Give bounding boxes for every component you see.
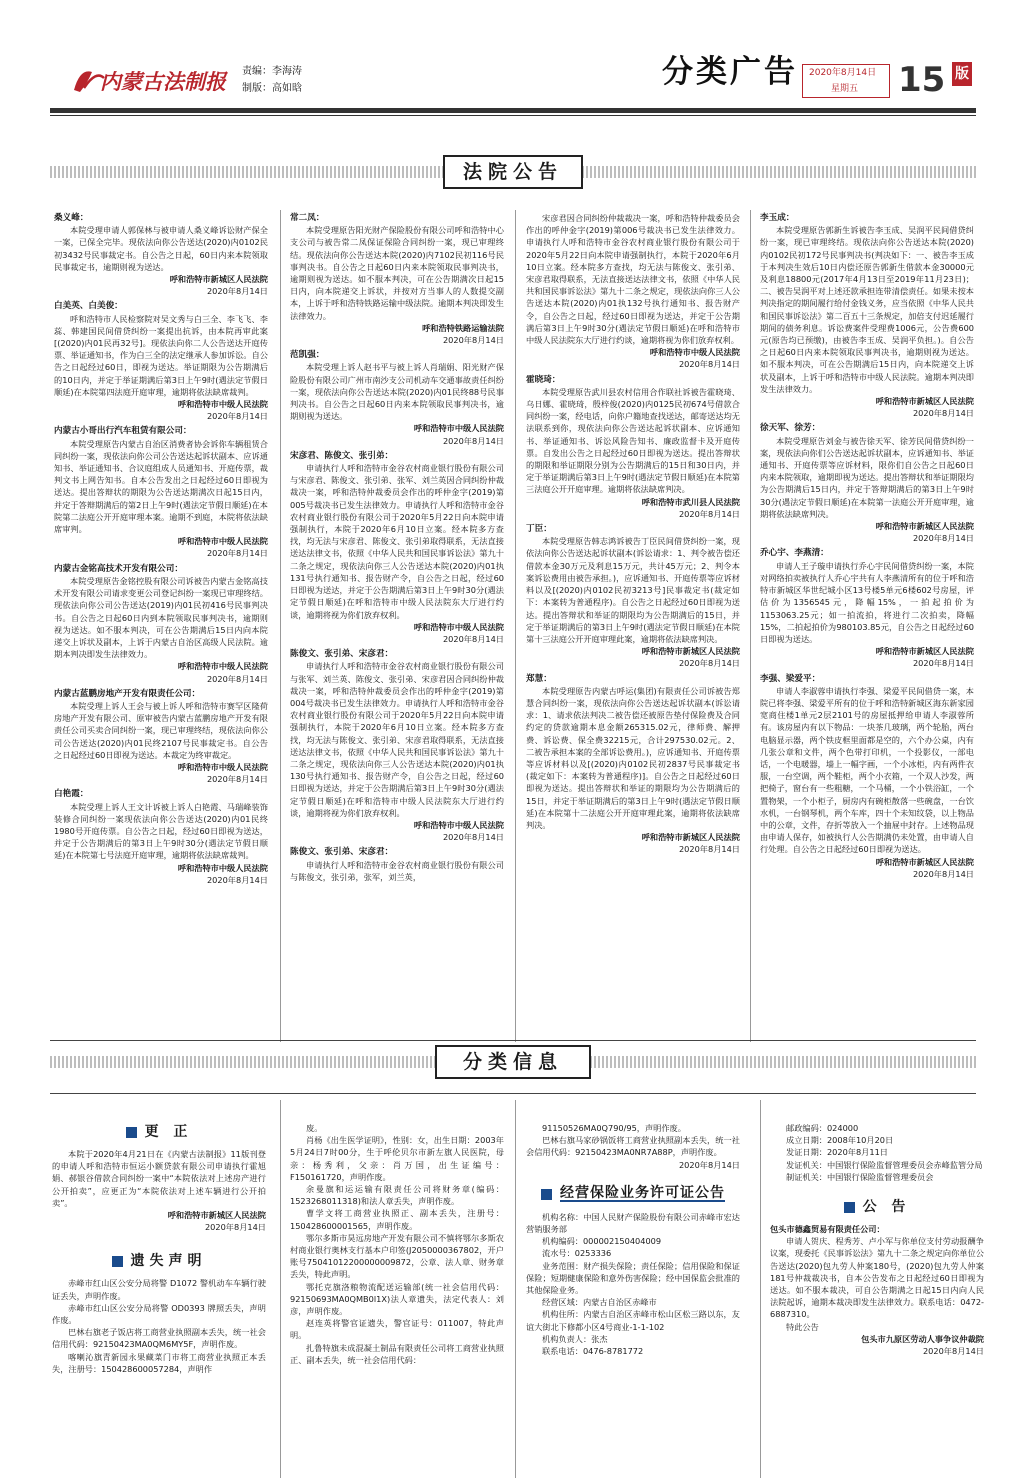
notice-date: 2020年8月14日 <box>206 673 268 684</box>
notice-column-3 <box>526 212 740 859</box>
lost-header <box>52 1251 266 1271</box>
column-divider <box>515 1100 516 1478</box>
column-divider <box>760 1100 761 1478</box>
notice-body: 本院受理原告武川县农村信用合作联社诉被告霍晓琦、乌日娜、霍晓琦，殷梓俊(2020)内0125民初674号借款合同纠纷一案，经电话，向你户籍地查找送达，邮寄送达均无法联系到你，现依法向你公告送达起诉状副本、应诉通知书、举证通知书、诉讼风险告知书、廉政监督卡及开庭传票。自发出公告之日起经过60日即视为送达。提出答辩状的期限和举证期限分别为公告期满后的15日和30日内，并定于举证期满后第3日上午9时(遇法定节假日顺延)在本院第三法庭公开开庭审理。逾期将依法缺席判决。 <box>526 386 740 495</box>
notice-court: 呼和浩特市新城区人民法院 <box>875 521 974 532</box>
insurance-line: 流水号：0253336 <box>542 1248 612 1259</box>
notice-body: 本院受理原告阳光财产保险股份有限公司呼和浩特中心支公司与被告常二凤保证保险合同纠纷一案，现已审理终结。现依法向你公告送达本院(2020)内7102民初116号民事判决书。自公告之日起60日内来本院领取民事判决书，逾期则视为送达。如不服本判决，可在公告期满次日起15日内，向本院递交上诉状，并按对方当事人的人数提交副本，上诉于呼和浩特铁路运输中级法院。逾期本判决即发生法律效力。 <box>290 225 504 321</box>
editor-credits <box>242 63 302 97</box>
notice-body: 宋彦君因合同纠纷仲裁裁决一案，呼和浩特仲裁委员会作出的呼仲金字(2019)第006号裁决书已发生法律效力。申请执行人呼和浩特市金谷农村商业银行股份有限公司于2020年5月22日向本院申请强制执行，本院于2020年6月10日立案。经本院多方查找，均无法与陈俊文、张引弟、宋彦君取得联系，无法直接送达法律文书，依照《中华人民共和国民事诉讼法》第九十二条之规定，现依法向你三人公告送达本院(2020)内01执132号执行通知书、报告财产令，自公告之日起，经过60日即视为送达，并定于公告期满后第3日上午9时30分(遇法定节假日顺延)在呼和浩特市中级人民法院东大厅进行约谈，逾期将视为你们放弃权利。 <box>526 213 740 346</box>
notice-court: 呼和浩特市中级人民法院 <box>177 536 268 547</box>
classified-column-3 <box>526 1122 740 1357</box>
court-notice-banner <box>50 155 976 189</box>
notice-body: 本院受理上诉人赵书平与被上诉人肖瑞娟、阳光财产保险股份有限公司广州市南沙支公司机动车交通事故责任纠纷一案，现依法向你公告送达本院(2020)内01民终88号民事判决书。自公告之日起60日内来本院领取民事判决书，逾期则视为送达。 <box>290 362 504 422</box>
notice-court: 呼和浩特市新城区人民法院 <box>641 832 740 843</box>
classified-item: 鄂尔多斯市昊远房地产开发有限公司不慎将鄂尔多斯农村商业银行奥林支行基本户印签(J2050000367802，开户账号75041012200000009872，公章、法人章、财务章丢失，特此声明。 <box>290 1232 504 1280</box>
notice-date: 2020年8月14日 <box>206 411 268 422</box>
notice-court: 呼和浩特市新城区人民法院 <box>641 646 740 657</box>
masthead-rule <box>50 108 976 113</box>
court-notice <box>54 563 268 685</box>
issue-weekday: 星期五 <box>831 84 859 94</box>
notice-addressee: 霍晓琦： <box>526 374 561 385</box>
notice-addressee: 内蒙古金铭高技术开发有限公司： <box>54 563 183 574</box>
notice-body: 申请人李淑蓉申请执行李强、梁爱平民间借贷一案，本院已将李强、梁爱平所有的位于呼和浩特新城区海东新家园宽商住楼1单元2层2101号的房屋抵押给申请人李淑蓉所有。该房屋内有以下物品：一块茶几玻璃，两个轮胎，两台电脑显示器，两个铁皮框里面都是空的，六个办公桌，内有几张公章和文件，两个色带打印机，一个投影仪，一部电话，一个电暖器，墙上一幅字画，一个小冰柜，内有两件衣服，一台空调，两个鞋柜，两个小衣箱，一个双人沙发，两把椅子，窗台有一些粗糖，一个马桶，一个小铁浴缸，一个置物架，一个小柜子，厨房内有碗柜散落一些碗盘，一台饮水机，一台钢琴机，两个车库，四十个未知纹袋，以上物品中的公章，文件，存折等放入一个抽屉中封存。上述物品现由申请人保存，如被执行人公告期满仍未处置，由申请人自行处理。自公告之日起经过60日即视为送达。 <box>760 685 974 855</box>
notice-date: 2020年8月14日 <box>912 658 974 669</box>
notice-court: 呼和浩特市新城区人民法院 <box>875 646 974 657</box>
notice-addressee: 徐天军、徐芳： <box>760 423 821 434</box>
court-notice <box>760 422 974 544</box>
insurance-line: 机构住所：内蒙古自治区赤峰市松山区松三路以东，友谊大街北下修都小区4号商业-1-1-102 <box>526 1309 740 1332</box>
column-divider <box>280 1100 281 1478</box>
classified-item: 发证日期：2020年8月11日 <box>786 1147 888 1158</box>
classified-item: 扎鲁特旗未成混凝土制品有限责任公司将工商营业执照正、副本丢失，统一社会信用代码： <box>290 1342 504 1365</box>
masthead <box>50 54 976 110</box>
notice-body: 本院受理原告内蒙古自治区消费者协会诉你车辆租赁合同纠纷一案，现依法向你公司公告送达起诉状副本、应诉通知书、举证通知书、合议庭组成人员通知书、开庭传票，裁判文书上网告知书。自本公告发出之日起经过60日即视为送达。提出答辩状的期限为公告送达期满次日起15日内，并定于答辩期满后的第2日上午9时(遇法定节假日顺延)在本院第二法庭公开开庭审理本案。逾期不到庭，本院将依法缺席审判。 <box>54 438 268 535</box>
court-notice <box>54 300 268 422</box>
notice-court: 呼和浩特市中级人民法院 <box>177 661 268 672</box>
court-notice <box>526 212 740 371</box>
producer-line: 制版：高如晗 <box>242 83 302 94</box>
lost-item: 喀喇沁旗青新园永果藏菜门市将工商营业执照正本丢失，注册号：150428600057284，声明作 <box>52 1351 266 1374</box>
classified-divider <box>50 1093 976 1094</box>
square-icon <box>541 1189 552 1200</box>
correction-heading: 更 正 <box>144 1123 193 1140</box>
correction-court: 呼和浩特市新城区人民法院 <box>167 1210 266 1221</box>
masthead-rule-thin <box>50 115 976 116</box>
announcement-body: 申请人贺庆、程秀芳、卢小军与你单位支付劳动报酬争议案，现委托《民事诉讼法》第九十二条之规定向你单位公告送达(2020)包九劳人仲案180号，(2020)包九劳人仲案181号仲裁裁决书，自本公告发布之日起经过60日即视为送达。如不服本裁决，可自公告期满之日起15日内向人民法院起诉，逾期本裁决即发生法律效力。联系电话：0472-6887310。 <box>770 1236 984 1320</box>
court-notice <box>54 425 268 559</box>
notice-body: 申请人王子璇申请执行乔心宇民间借贷纠纷一案，本院对网络拍卖被执行人乔心宇共有人李燕清所有的位于呼和浩特市新城区华世纪城小区13号楼5单元6楼602号房屋，评估价为1356545元，降幅15%，一拍起拍价为1153063.25元；如一拍流拍，将进行二次拍卖，降幅15%，二拍起拍价为980103.85元，自公告之日起经过60日即视为送达。 <box>760 560 974 644</box>
notice-date: 2020年8月14日 <box>678 359 740 370</box>
announcement-date: 2020年8月14日 <box>922 1346 984 1357</box>
court-notice-heading: 法院公告 <box>443 155 583 189</box>
classified-item: 鄂托克旗洛粮物流配送运输部(统一社会信用代码：92150693MA0QMB0l1X)法人章遗失，法定代表人：刘彦，声明作废。 <box>290 1281 504 1317</box>
notice-addressee: 陈俊文、张引弟、宋彦君： <box>290 847 394 858</box>
court-notice <box>526 673 740 856</box>
notice-date: 2020年8月14日 <box>442 435 504 446</box>
notice-addressee: 李强、梁爱平： <box>760 673 821 684</box>
notice-addressee: 白艳霞： <box>54 789 89 800</box>
issue-date: 2020年8月14日 <box>809 68 877 78</box>
notice-court: 呼和浩特市中级人民法院 <box>413 621 504 632</box>
notice-addressee: 白美英、白美俊： <box>54 301 123 312</box>
notice-court: 呼和浩特市新城区人民法院 <box>875 396 974 407</box>
classified-column-2 <box>290 1122 504 1366</box>
notice-date: 2020年8月14日 <box>678 658 740 669</box>
page-suffix: 版 <box>952 62 972 86</box>
insurance-line: 机构编码：000002150404009 <box>542 1236 662 1247</box>
notice-addressee: 丁臣： <box>526 524 552 535</box>
notice-column-4 <box>760 212 974 883</box>
notice-addressee: 内蒙古蓝鹏房地产开发有限责任公司： <box>54 688 201 699</box>
classified-item: 曹学文将工商营业执照正、副本丢失，注册号：150428600001565，声明作废。 <box>290 1208 504 1231</box>
classified-item: 肖杨《出生医学证明》，性别：女，出生日期：2003年5月24日7时00分，生于呼伦贝尔市新左旗人民医院，母亲：杨秀利，父亲：肖万国，出生证编号：F150161720，声明作废。 <box>290 1135 504 1182</box>
square-icon <box>844 1202 855 1213</box>
page-number: 15 <box>898 60 946 100</box>
notice-body: 本院受理原告内蒙古呼运(集团)有限责任公司诉被告郑慧合同纠纷一案，现依法向你公告送达起诉状副本(诉讼请求：1、请求依法判决二被告偿还被原告垫付保险费及合同约定的贷款逾期本息金额265315.02元，律师费、解押费、诉讼费、保全费32215元，合计297530.02元。2、二被告承担本案的全部诉讼费用。)，应诉通知书、开庭传票等应诉材料以及[(2020)内0102民初2837号民事裁定书(裁定如下：本案转为普通程序)]。自公告之日起经过60日即视为送达。提出答辩状和举证的期限均为公告期满后的15日，并定于举证期满后的第3日上午9时(遇法定节假日顺延)在本院第十二法庭公开开庭审理此案，逾期将依法缺席判决。 <box>526 685 740 830</box>
lost-item: 巴林右旗老子饭店将工商营业执照副本丢失，统一社会信用代码：92150423MA0QM6MY5F，声明作废。 <box>52 1327 266 1350</box>
notice-body: 申请执行人呼和浩特市金谷农村商业银行股份有限公司与宋彦君、陈俊文、张引弟、张军、刘兰英因合同纠纷仲裁裁决一案，呼和浩特仲裁委员会作出的呼仲金字(2019)第005号裁决书已发生法律效力。申请执行人呼和浩特市金谷农村商业银行股份有限公司于2020年5月22日向本院申请强制执行，本院于2020年6月10日立案。经本院多方查找，均无法与宋彦君、陈俊文、张引弟取得联系，无法直接送达法律文书，依照《中华人民共和国民事诉讼法》第九十二条之规定，现依法向你三人公告送达本院(2020)内01执131号执行通知书、报告财产令，自公告之日起，经过60日即视为送达，并定于公告期满后第3日上午9时30分(遇法定节假日顺延)在呼和浩特市中级人民法院东大厅进行约谈，逾期将视为你们放弃权利。 <box>290 463 504 620</box>
insurance-line: 业务范围：财产损失保险；责任保险；信用保险和保证保险；短期健康保险和意外伤害保险；经中国保监会批准的其他保险业务。 <box>526 1260 740 1296</box>
notice-date: 2020年8月14日 <box>206 774 268 785</box>
court-notice <box>760 547 974 669</box>
classified-item: 赵连英将警官证遗失，警官证号：011007，特此声明。 <box>290 1318 504 1341</box>
notice-date: 2020年8月14日 <box>678 508 740 519</box>
court-notice <box>760 212 974 419</box>
announcement-title: 包头市德鑫贸易有限责任公司： <box>770 1224 885 1235</box>
court-notice <box>290 450 504 645</box>
notice-date: 2020年8月14日 <box>206 874 268 885</box>
correction-header <box>52 1122 266 1142</box>
notice-date: 2020年8月14日 <box>912 533 974 544</box>
lost-item: 赤峰市红山区公安分局将警 OD0393 牌照丢失，声明作废。 <box>52 1302 266 1326</box>
column-divider <box>280 210 281 1042</box>
classified-column-1 <box>52 1118 266 1375</box>
notice-court: 呼和浩特铁路运输法院 <box>422 322 504 333</box>
notice-date: 2020年8月14日 <box>442 633 504 644</box>
notice-court: 呼和浩特市中级人民法院 <box>413 423 504 434</box>
insurance-header <box>526 1185 740 1205</box>
classified-banner <box>50 1045 976 1079</box>
notice-body: 本院受理原告刘金与被告徐天军、徐芳民间借贷纠纷一案，现依法向你们公告送达起诉状副本，应诉通知书、举证通知书、开庭传票等应诉材料，限你们自公告之日起60日内来本院领取，逾期即视为送达。提出答辩状和举证期限均为公告期满后15日内，并定于答辩期满后的第3日上午9时30分(遇法定节假日顺延)在本院第一法庭公开开庭审理，逾期将依法缺席判决。 <box>760 435 974 519</box>
date-box <box>802 64 890 98</box>
court-notice <box>290 648 504 843</box>
classified-item: 废。 <box>306 1123 323 1133</box>
notice-date: 2020年8月14日 <box>678 844 740 855</box>
insurance-line: 机构负责人：张杰 <box>542 1333 608 1344</box>
insurance-line: 机构名称：中国人民财产保险股份有限公司赤峰市宏达营销服务部 <box>526 1211 740 1235</box>
notice-court: 呼和浩特市新城区人民法院 <box>875 856 974 867</box>
classified-item: 成立日期：2008年10月20日 <box>786 1135 894 1146</box>
square-icon <box>112 1256 123 1267</box>
court-notice <box>54 688 268 786</box>
insurance-heading: 经营保险业务许可证公告 <box>560 1185 725 1202</box>
notice-addressee: 内蒙古小哥出行汽车租赁有限公司： <box>54 426 192 437</box>
notice-court: 呼和浩特市中级人民法院 <box>413 819 504 830</box>
classified-item: 邮政编码：024000 <box>786 1123 859 1133</box>
court-notice <box>760 673 974 880</box>
insurance-line: 联系电话：0476-8781772 <box>542 1346 644 1357</box>
notice-addressee: 乔心宇、李燕清： <box>760 548 829 559</box>
editor-line: 责编：李海涛 <box>242 66 302 77</box>
classified-column-4 <box>770 1122 984 1357</box>
court-notice <box>526 374 740 520</box>
column-divider <box>750 210 751 1042</box>
notice-body: 申请执行人呼和浩特市金谷农村商业银行股份有限公司与张军、刘兰英、陈俊文、张引弟、宋彦君因合同纠纷仲裁裁决一案，呼和浩特仲裁委员会作出的呼仲金字(2019)第004号裁决书已发生法律效力。申请执行人呼和浩特市金谷农村商业银行股份有限公司于2020年5月22日向本院申请强制执行，本院于2020年6月10日立案。经本院多方查找，均无法与陈俊文、张引弟、宋彦君取得联系，无法直接送达法律文书，依照《中华人民共和国民事诉讼法》第九十二条之规定，现依法向你三人公告送达本院(2020)内01执130号执行通知书、报告财产令，自公告之日起，经过60日即视为送达，并定于公告期满后第3日上午9时30分(遇法定节假日顺延)在呼和浩特市中级人民法院东大厅进行约谈，逾期将视为你们放弃权利。 <box>290 661 504 818</box>
notice-body: 本院受理原告韩志鸿诉被告丁臣民间借贷纠纷一案，现依法向你公告送达起诉状副本(诉讼请求：1、判令被告偿还借款本金30万元及利息15万元，共计45万元；2、判令本案诉讼费用由被告承担。)，应诉通知书、开庭传票等应诉材料以及[(2020)内0102民初3213号]民事裁定书(裁定如下：本案转为普通程序)。自公告之日起经过60日即视为送达。提出答辩状和举证的期限均为公告期满后的15日，并定于举证期满后的第3日上午9时(遇法定节假日顺延)在本院第十三法庭公开开庭审理此案，逾期将依法缺席判决。 <box>526 536 740 644</box>
lost-heading: 遗失声明 <box>130 1253 207 1270</box>
notice-body: 本院受理申请人郭保林与被申请人桑义峰诉讼财产保全一案，已保全完毕。现依法向你公告送达(2020)内0102民初3432号民事裁定书。自公告之日起，60日内来本院领取民事裁定书，逾期则视为送达。 <box>54 225 268 272</box>
notice-court: 呼和浩特市新城区人民法院 <box>169 274 268 285</box>
court-notice <box>526 523 740 669</box>
notice-court: 呼和浩特市中级人民法院 <box>177 399 268 410</box>
classified-item: 巴林右旗马家砂锅饭将工商营业执照副本丢失，统一社会信用代码：92150423MA0NR7A88P，声明作废。 <box>526 1135 740 1158</box>
notice-addressee: 陈俊文、张引弟、宋彦君： <box>290 649 394 660</box>
insurance-lines <box>526 1211 740 1357</box>
notice-addressee: 桑义峰： <box>54 213 89 223</box>
newspaper-logo <box>70 64 238 96</box>
insurance-line: 经营区域：内蒙古自治区赤峰市 <box>542 1297 657 1308</box>
notice-body: 申请执行人呼和浩特市金谷农村商业银行股份有限公司与陈俊文，张引弟，张军，刘兰英， <box>290 859 504 882</box>
classified-item: 91150526MA0Q790/95，声明作废。 <box>542 1123 686 1133</box>
correction-date: 2020年8月14日 <box>204 1222 266 1233</box>
court-notice <box>290 846 504 883</box>
notice-body: 本院受理原告金铭控股有限公司诉被告内蒙古金铭高技术开发有限公司请求变更公司登记纠纷一案现已审理终结。现依法向你公司公告送达(2019)内01民初416号民事判决书。自公告之日起60日内到本院领取民事判决书，逾期则视为送达。如不服本判决，可在公告期满后15日内向本院递交上诉状及副本，上诉于内蒙古自治区高级人民法院。逾期本判决即发生法律效力。 <box>54 575 268 660</box>
announcement-header <box>770 1197 984 1217</box>
announcement-heading: 公 告 <box>862 1198 911 1215</box>
classified-col4-items <box>770 1122 984 1183</box>
notice-court: 呼和浩特市中级人民法院 <box>177 862 268 873</box>
column-divider <box>515 210 516 1042</box>
col3-date: 2020年8月14日 <box>678 1159 740 1170</box>
correction-body: 本院于2020年4月21日在《内蒙古法制报》11版刊登的申请人呼和浩特市恒运小额贷款有限公司申请执行霍旭娟、郝银谷借款合同纠纷一案中“本院依法对上述房产进行公开拍卖”，应更正为“本院依法对上述车辆进行公开拍卖”。 <box>52 1149 266 1208</box>
section-divider <box>50 1040 976 1041</box>
classified-item: 余曼旗和运运输有限责任公司将财务章(编码：1523268011318)和法人章丢失，声明作废。 <box>290 1184 504 1207</box>
lost-list <box>52 1277 266 1375</box>
notice-date: 2020年8月14日 <box>206 286 268 297</box>
notice-column-2 <box>290 212 504 886</box>
lost-item: 赤峰市红山区公安分局将警 D1072 警机动车车辆行驶证丢失，声明作废。 <box>52 1278 266 1301</box>
court-notice <box>54 212 268 297</box>
classified-item: 制证机关：中国银行保险监督管理委员会 <box>786 1171 934 1182</box>
notice-date: 2020年8月14日 <box>442 335 504 346</box>
notice-date: 2020年8月14日 <box>442 832 504 843</box>
announcement-note: 特此公告 <box>786 1321 819 1332</box>
notice-addressee: 范凯强： <box>290 350 325 361</box>
paper-name: 内蒙古法制报 <box>100 69 226 94</box>
classified-item: 发证机关：中国银行保险监督管理委员会赤峰监管分局 <box>786 1159 983 1170</box>
notice-addressee: 李玉成： <box>760 213 795 223</box>
court-notice <box>54 788 268 886</box>
notice-column-1 <box>54 212 268 889</box>
notice-addressee: 常二凤： <box>290 213 325 223</box>
square-icon <box>126 1127 137 1138</box>
classified-col3-items <box>526 1122 740 1159</box>
notice-body: 呼和浩特市人民检察院对吴文秀与白三全、李飞飞、李蕊、韩建国民间借贷纠纷一案提出抗诉，由本院再审此案[(2020)内01民再32号]。现依法向你二人公告送达开庭传票、举证通知书，作为白三全的法定继承人参加诉讼。自公告之日起经过60日，即视为送达。举证期限为公告期满后的10日内，并定于举证期满后第3日上午9时(遇法定节假日顺延)在本院第四法庭开庭审理，逾期将依法缺席裁判。 <box>54 313 268 397</box>
notice-court: 呼和浩特市中级人民法院 <box>177 761 268 772</box>
classified-heading: 分类信息 <box>435 1045 591 1079</box>
notice-court: 呼和浩特市武川县人民法院 <box>641 496 740 507</box>
court-notice <box>290 349 504 447</box>
notice-body: 本院受理上诉人王会与被上诉人呼和浩特市赛罕区隆荷房地产开发有限公司、原审被告内蒙古蓝鹏房地产开发有限责任公司买卖合同纠纷一案，现已审理终结，现依法向你公司公告送达(2020)内01民终2107号民事裁定书。自公告之日起经过60日即视为送达。本裁定为终审裁定。 <box>54 700 268 760</box>
court-notice <box>290 212 504 346</box>
notice-date: 2020年8月14日 <box>912 868 974 879</box>
notice-date: 2020年8月14日 <box>206 548 268 559</box>
announcement-org: 包头市九原区劳动人事争议仲裁院 <box>861 1333 984 1344</box>
notice-court: 呼和浩特市中级人民法院 <box>649 347 740 358</box>
notice-body: 本院受理原告郭新生诉被告李玉成、吴润平民间借贷纠纷一案，现已审理终结。现依法向你公告送达本院(2020)内0102民初172号民事判决书(判决如下：一、被告李玉成于本判决生效后10日内偿还原告郭新生借款本金30000元及利息18800元(2017年4月13日至2019年11月23日)；二、被告吴润平对上述还款承担连带清偿责任。如果未按本判决指定的期间履行给付金钱义务，应当依照《中华人民共和国民事诉讼法》第二百五十三条规定，加倍支付迟延履行期间的债务利息。诉讼费案件受理费1006元，公告费600元(原告均已预缴)，由被告李玉成、吴润平负担。)。自公告之日起60日内来本院领取民事判决书，逾期则视为送达。如不服本判决，可在公告期满后15日内，向本院递交上诉状及副本，上诉于呼和浩特市中级人民法院。逾期本判决即发生法律效力。 <box>760 225 974 394</box>
section-title: 分类广告 <box>662 54 798 90</box>
notice-date: 2020年8月14日 <box>912 408 974 419</box>
notice-addressee: 郑慧： <box>526 673 552 684</box>
notice-addressee: 宋彦君、陈俊文、张引弟： <box>290 450 394 461</box>
notice-body: 本院受理上诉人王文计诉被上诉人白艳霞、马瑞峰装饰装修合同纠纷一案现依法向你公告送达(2020)内01民终1980号开庭传票。自公告之日起，经过60日即视为送达，并定于公告期满后的第3日上午9时30分(遇法定节假日顺延)在本院第七号法庭开庭审理，逾期将依法缺席裁判。 <box>54 801 268 861</box>
